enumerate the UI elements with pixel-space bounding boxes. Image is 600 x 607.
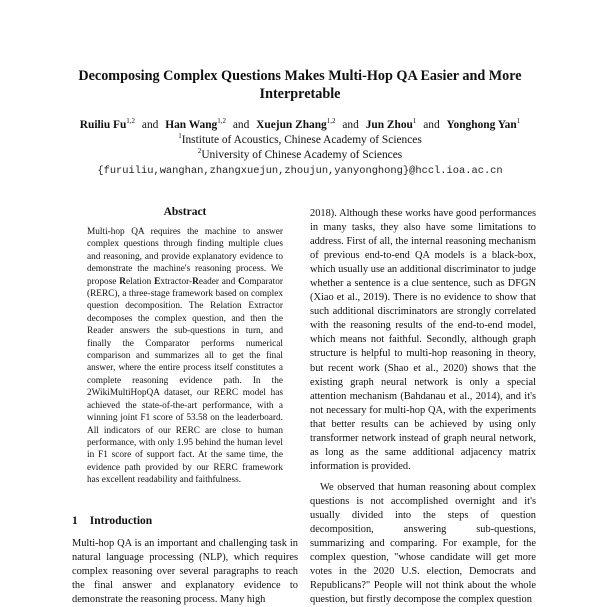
abstract-acronym-letter: E <box>154 276 161 287</box>
section-number: 1 <box>72 515 78 527</box>
body-paragraph: 2018). Although these works have good performances in many tasks, they also have some limitations to address. First of all, the internal reasoning mechanism of previous end-to-end QA models is a black-box, which usually use an additional discriminator to judge whether a sentence is a clue sentence, such as DFGN (Xiao et al., 2019). There is no evidence to show that such additional discriminators are strongly correlated with the reasoning results of the end-to-end model, which means not faithful. Secondly, although graph structure is helpful to multi-hop reasoning in theory, but recent work (Shao et al., 2020) shows that the existing graph neural network is only a special attention mechanism (Bahdanau et al., 2014), and it's not necessary for multi-hop QA, with the experiments that better results can be achieved by using only transformer network instead of graph neural network, as long as the same additional adjacency matrix information is provided. <box>310 208 536 472</box>
author-name: Ruiliu Fu <box>79 119 127 131</box>
author-affiliation-mark: 1 <box>516 117 521 125</box>
affiliation-text: Institute of Acoustics, Chinese Academy of Sciences <box>181 134 422 146</box>
abstract-text: omparator (RERC), a three-stage framework based on complex question decomposition. The Relation Extractor decomposes the complex question, and then the Reader answers the sub-questions in turn, and finally the Comparator performs numerical comparison and summarizes all to get the final answer, where the entire process itself constitutes a complete reasoning evidence path. In the 2WikiMultiHopQA dataset, our RERC model has achieved the state-of-the-art performance, with a winning joint F1 score of 53.58 on the leaderboard. All indicators of our RERC are close to human performance, with only 1.95 behind the human level in F1 score of support fact. At the same time, the evidence path provided by our RERC framework has excellent readability and faithfulness. <box>87 276 283 486</box>
author-separator: and <box>423 119 440 131</box>
affiliation-line <box>20 148 580 162</box>
abstract-acronym-letter: C <box>238 276 245 287</box>
author-name: Han Wang <box>165 119 218 131</box>
affiliation-mark: 2 <box>197 147 202 155</box>
abstract-heading: Abstract <box>163 206 207 218</box>
author-affiliation-mark: 1 <box>412 117 417 125</box>
section-title: Introduction <box>89 515 153 527</box>
author-name: Xuejun Zhang <box>256 119 327 131</box>
author-affiliation-mark: 1,2 <box>126 117 136 125</box>
author-emails: {furuiliu,wanghan,zhangxuejun,zhoujun,yanyonghong}@hccl.ioa.ac.cn <box>97 165 503 177</box>
section-heading <box>72 515 152 527</box>
body-paragraph: We observed that human reasoning about complex questions is not accomplished overnight and it's usually divided into the steps of question decomposition, answering sub-questions, summarizing and comparing. For example, for the complex question, "whose candidate will get more votes in the 2020 U.S. election, Democrats and Republicans?" People will not think about the whole question, but firstly decompose the complex question <box>310 481 536 606</box>
abstract-acronym-letter: R <box>192 276 199 287</box>
author-separator: and <box>342 119 359 131</box>
author-affiliation-mark: 1,2 <box>217 117 226 125</box>
abstract-text: eader and <box>198 276 239 287</box>
affiliation-mark: 1 <box>178 132 182 140</box>
paper-title: Decomposing Complex Questions Makes Multi-Hop QA Easier and More Interpretable <box>78 68 522 102</box>
author-affiliation-mark: 1,2 <box>326 117 336 125</box>
author-separator: and <box>141 119 159 131</box>
abstract-text: xtractor- <box>160 276 193 287</box>
affiliation-line <box>20 133 580 147</box>
affiliation-text: University of Chinese Academy of Sciences <box>201 149 403 161</box>
abstract-acronym-letter: R <box>119 276 126 287</box>
abstract-text: Multi-hop QA requires the machine to answer complex questions through finding multiple clues and reasoning, and provide explanatory evidence to demonstrate the machine's reasoning process. We propose <box>87 227 283 287</box>
introduction-paragraph: Multi-hop QA is an important and challenging task in natural language processing (NLP), which requires complex reasoning over several paragraphs to reach the final answer and explanatory evidence to demonstrate the reasoning process. Many high <box>72 538 298 605</box>
author-list <box>20 118 580 132</box>
author-name: Yonghong Yan <box>446 119 517 131</box>
author-separator: and <box>232 119 250 131</box>
abstract-text: elation <box>125 276 155 287</box>
abstract-body <box>87 226 283 487</box>
right-column <box>310 207 536 607</box>
author-name: Jun Zhou <box>365 119 413 131</box>
